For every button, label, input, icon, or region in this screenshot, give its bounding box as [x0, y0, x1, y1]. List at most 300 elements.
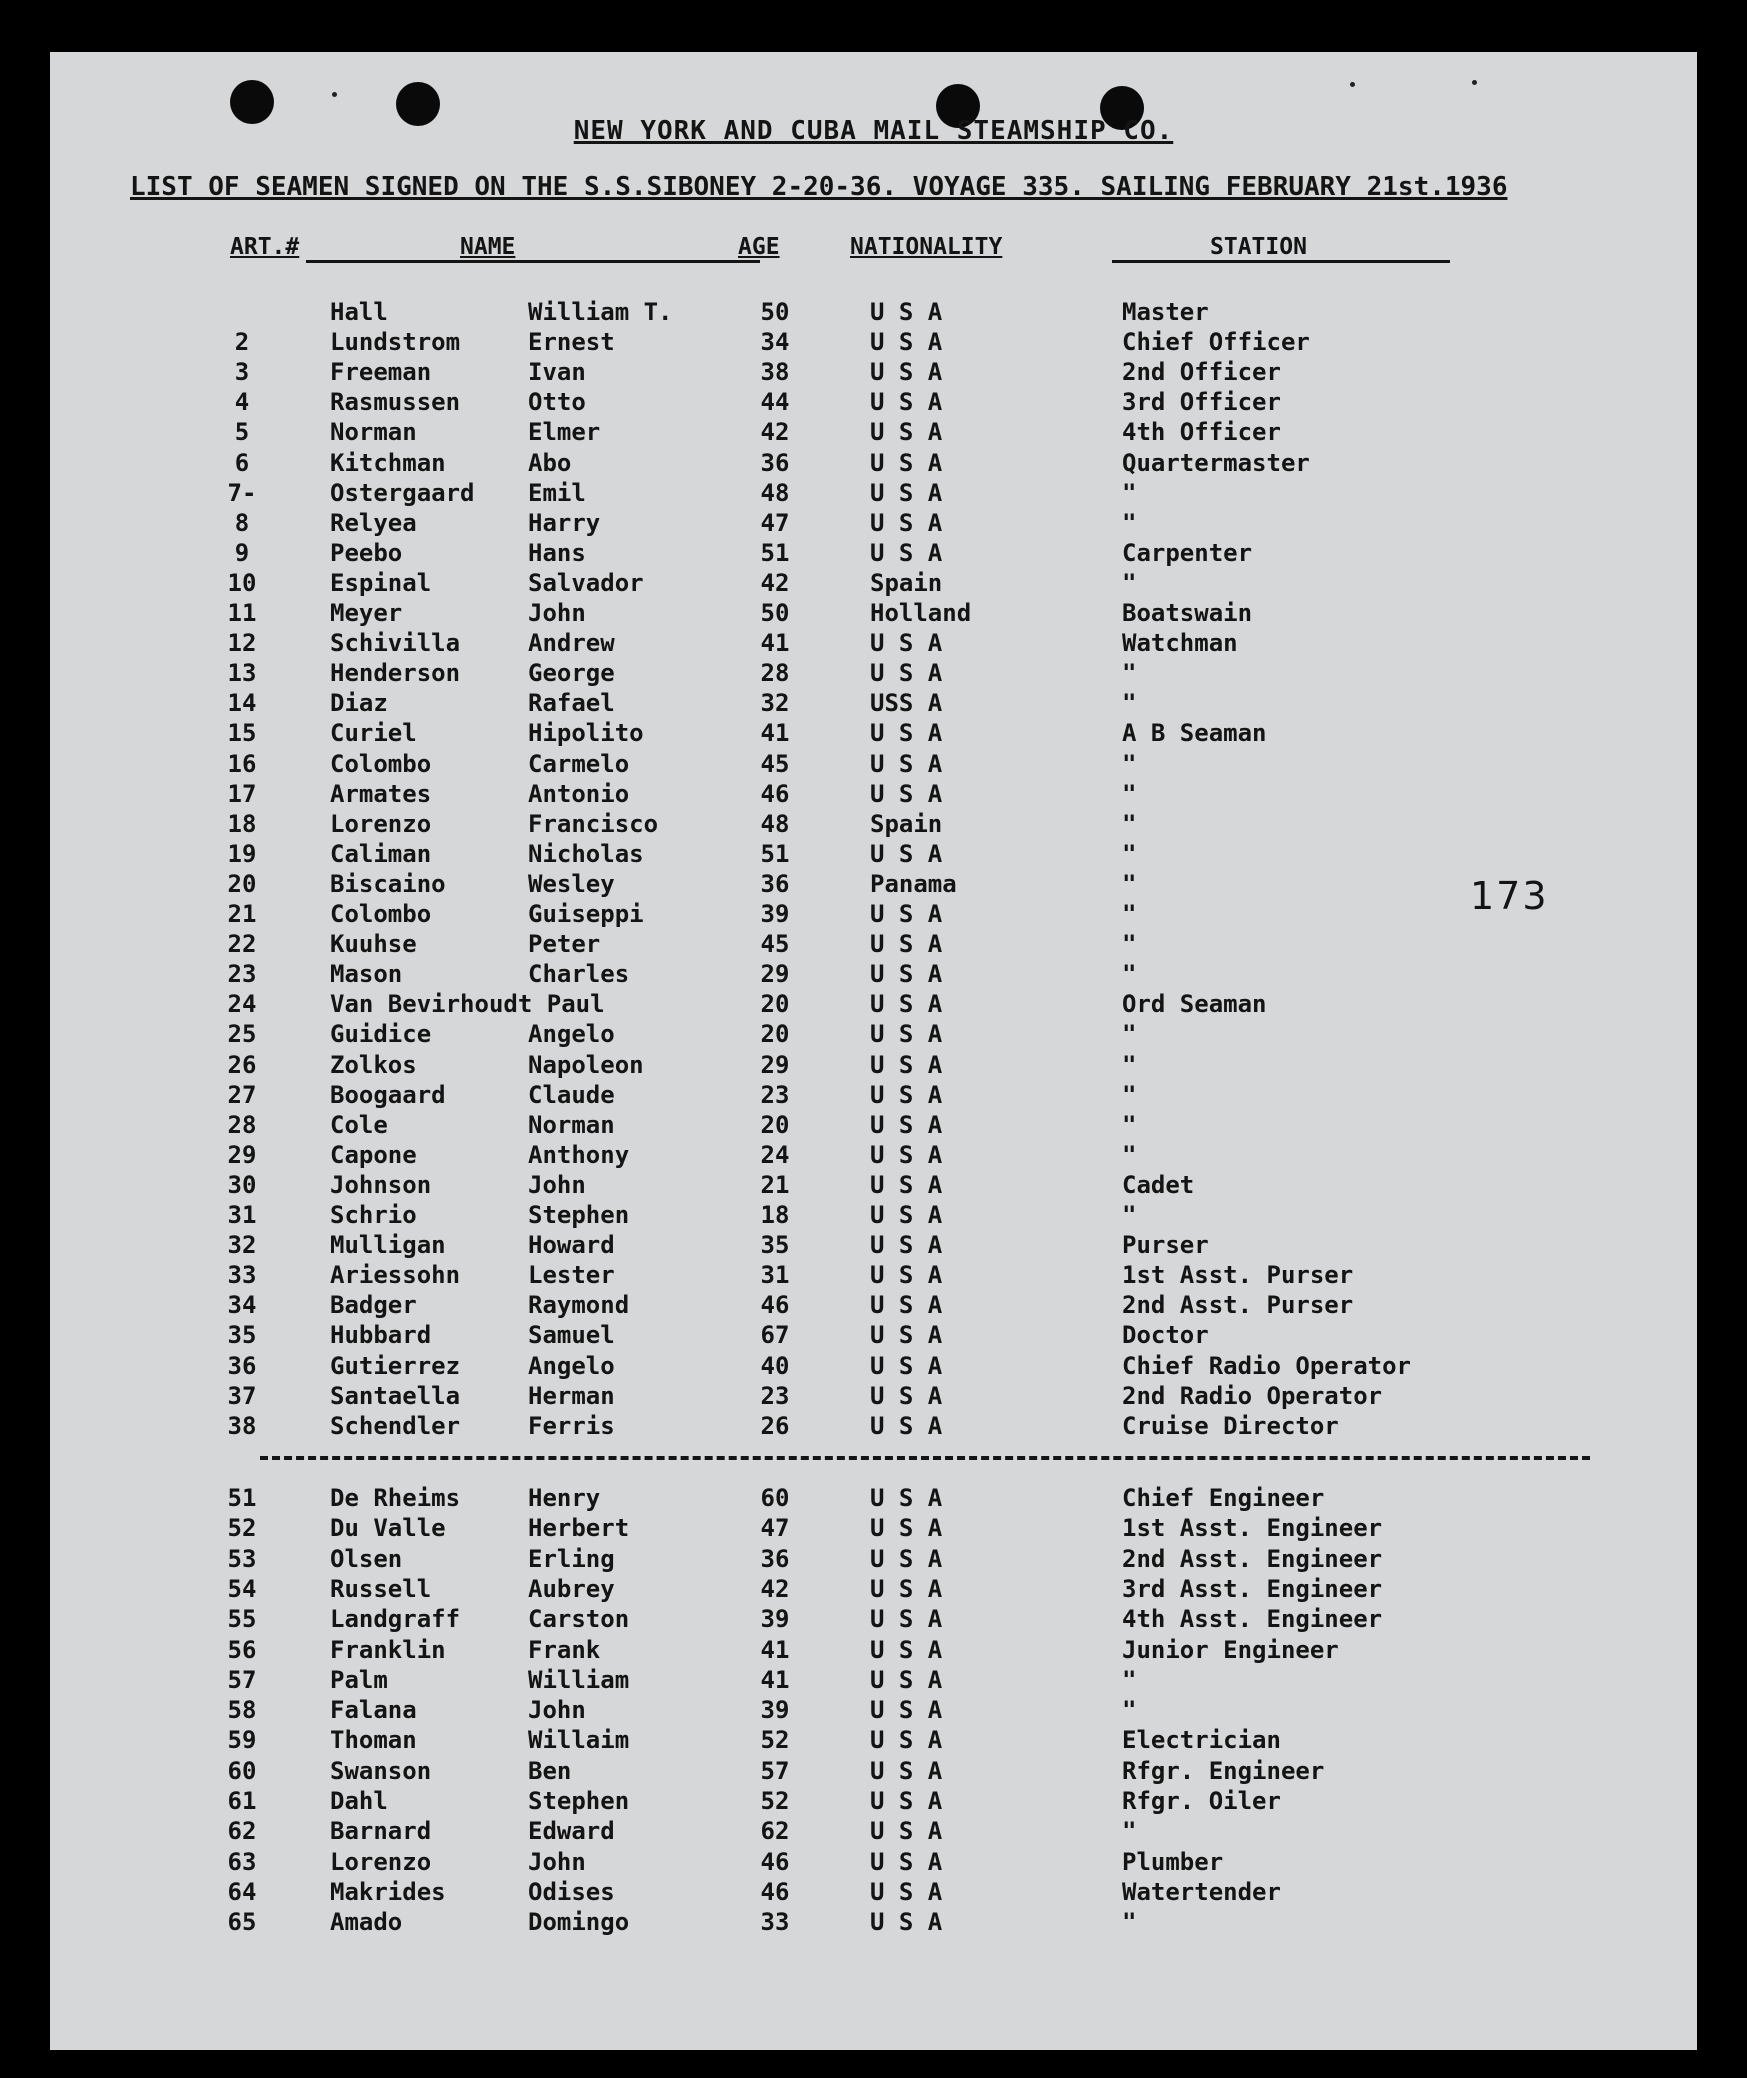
- table-row: [50, 328, 1697, 358]
- age-cell: 28: [760, 659, 790, 688]
- table-row: [50, 900, 1697, 930]
- given-name-cell: Otto: [528, 388, 586, 417]
- age-cell: 35: [760, 1231, 790, 1260]
- table-row: [50, 1696, 1697, 1726]
- station-cell: ": [1122, 1201, 1137, 1229]
- given-name-cell: Henry: [528, 1484, 601, 1512]
- station-cell: ": [1122, 1020, 1137, 1049]
- surname-cell: Capone: [330, 1140, 417, 1169]
- nationality-cell: U S A: [870, 1321, 943, 1350]
- station-cell: 3rd Asst. Engineer: [1122, 1574, 1383, 1603]
- given-name-cell: Angelo: [528, 1351, 615, 1380]
- table-row: [50, 960, 1697, 990]
- age-cell: 57: [760, 1756, 790, 1785]
- table-row: [50, 1111, 1697, 1141]
- table-row: [50, 810, 1697, 840]
- article-number: 2: [234, 328, 250, 357]
- nationality-cell: U S A: [870, 1756, 943, 1785]
- age-cell: 42: [760, 1574, 790, 1603]
- page-number-stamp: 173: [1470, 874, 1549, 918]
- surname-cell: Curiel: [330, 719, 417, 748]
- age-cell: 52: [760, 1787, 790, 1815]
- header-rule: [1112, 260, 1450, 263]
- age-cell: 40: [760, 1351, 790, 1380]
- nationality-cell: U S A: [870, 659, 943, 688]
- station-cell: Watertender: [1122, 1877, 1281, 1906]
- article-number: 13: [227, 659, 257, 688]
- age-cell: 38: [760, 358, 790, 387]
- station-cell: ": [1122, 839, 1137, 868]
- surname-cell: Peebo: [330, 538, 403, 567]
- given-name-cell: Angelo: [528, 1020, 615, 1049]
- station-cell: ": [1122, 689, 1137, 718]
- station-cell: 2nd Officer: [1122, 358, 1281, 387]
- table-row: [50, 1908, 1697, 1938]
- nationality-cell: Spain: [870, 809, 943, 838]
- nationality-cell: U S A: [870, 1351, 943, 1380]
- age-cell: 20: [760, 1020, 790, 1049]
- nationality-cell: U S A: [870, 448, 943, 477]
- given-name-cell: Willaim: [528, 1726, 630, 1755]
- nationality-cell: U S A: [870, 478, 943, 507]
- table-row: [50, 298, 1697, 328]
- given-name-cell: Claude: [528, 1080, 615, 1109]
- header-rule: [306, 260, 760, 263]
- speck: [1472, 80, 1477, 85]
- article-number: 18: [227, 809, 257, 838]
- article-number: 63: [227, 1847, 257, 1876]
- nationality-cell: U S A: [870, 1261, 943, 1290]
- given-name-cell: Hans: [528, 538, 586, 567]
- nationality-cell: U S A: [870, 1411, 943, 1440]
- article-number: 60: [227, 1756, 257, 1785]
- article-number: 20: [227, 869, 257, 898]
- table-row: [50, 1878, 1697, 1908]
- header-station: STATION: [1210, 234, 1307, 260]
- article-number: 22: [227, 930, 257, 959]
- age-cell: 36: [760, 1544, 790, 1573]
- station-cell: ": [1122, 1080, 1137, 1109]
- given-name-cell: John: [528, 1170, 586, 1199]
- station-cell: ": [1122, 930, 1137, 959]
- surname-cell: Hubbard: [330, 1321, 432, 1350]
- nationality-cell: U S A: [870, 328, 943, 357]
- article-number: 32: [227, 1231, 257, 1260]
- surname-cell: Santaella: [330, 1381, 461, 1410]
- nationality-cell: U S A: [870, 538, 943, 567]
- surname-cell: Diaz: [330, 689, 388, 718]
- article-number: 64: [227, 1877, 257, 1906]
- nationality-cell: Holland: [870, 599, 972, 627]
- given-name-cell: Ben: [528, 1756, 572, 1785]
- nationality-cell: U S A: [870, 1605, 943, 1634]
- given-name-cell: George: [528, 659, 615, 688]
- age-cell: 48: [760, 809, 790, 838]
- nationality-cell: Panama: [870, 869, 957, 898]
- age-cell: 46: [760, 1877, 790, 1906]
- surname-cell: Meyer: [330, 599, 403, 627]
- station-cell: Cadet: [1122, 1170, 1195, 1199]
- article-number: 16: [227, 749, 257, 778]
- article-number: 27: [227, 1080, 257, 1109]
- speck: [1350, 82, 1355, 87]
- nationality-cell: U S A: [870, 1908, 943, 1937]
- article-number: 62: [227, 1817, 257, 1846]
- table-row: [50, 1848, 1697, 1878]
- station-cell: Rfgr. Oiler: [1122, 1787, 1281, 1815]
- surname-cell: Gutierrez: [330, 1351, 461, 1380]
- age-cell: 44: [760, 388, 790, 417]
- surname-cell: Schrio: [330, 1201, 417, 1229]
- table-row: [50, 418, 1697, 448]
- age-cell: 24: [760, 1140, 790, 1169]
- surname-cell: Biscaino: [330, 869, 446, 898]
- article-number: 19: [227, 839, 257, 868]
- table-row: [50, 689, 1697, 719]
- table-row: [50, 388, 1697, 418]
- article-number: 24: [227, 990, 257, 1019]
- nationality-cell: U S A: [870, 1231, 943, 1260]
- given-name-cell: Emil: [528, 478, 586, 507]
- station-cell: 2nd Radio Operator: [1122, 1381, 1383, 1410]
- given-name-cell: John: [528, 1696, 586, 1725]
- age-cell: 67: [760, 1321, 790, 1350]
- age-cell: 39: [760, 1605, 790, 1634]
- given-name-cell: John: [528, 599, 586, 627]
- nationality-cell: U S A: [870, 1787, 943, 1815]
- station-cell: Carpenter: [1122, 538, 1253, 567]
- surname-cell: Schendler: [330, 1411, 461, 1440]
- nationality-cell: U S A: [870, 1080, 943, 1109]
- given-name-cell: Nicholas: [528, 839, 644, 868]
- header-name: NAME: [460, 234, 516, 260]
- age-cell: 45: [760, 930, 790, 959]
- article-number: 55: [227, 1605, 257, 1634]
- given-name-cell: Frank: [528, 1635, 601, 1664]
- age-cell: 62: [760, 1817, 790, 1846]
- table-row: [50, 1051, 1697, 1081]
- surname-cell: De Rheims: [330, 1484, 461, 1512]
- station-cell: Ord Seaman: [1122, 990, 1267, 1019]
- age-cell: 29: [760, 960, 790, 989]
- station-cell: ": [1122, 568, 1137, 597]
- age-cell: 42: [760, 418, 790, 447]
- surname-cell: Espinal: [330, 568, 432, 597]
- station-cell: 4th Asst. Engineer: [1122, 1605, 1383, 1634]
- table-row: [50, 1514, 1697, 1544]
- station-cell: Plumber: [1122, 1847, 1224, 1876]
- article-number: 26: [227, 1050, 257, 1079]
- nationality-cell: U S A: [870, 1020, 943, 1049]
- station-cell: ": [1122, 1908, 1137, 1937]
- age-cell: 23: [760, 1080, 790, 1109]
- surname-cell: Schivilla: [330, 629, 461, 658]
- age-cell: 21: [760, 1170, 790, 1199]
- table-row: [50, 569, 1697, 599]
- age-cell: 29: [760, 1050, 790, 1079]
- table-row: [50, 1261, 1697, 1291]
- station-cell: ": [1122, 1140, 1137, 1169]
- nationality-cell: U S A: [870, 388, 943, 417]
- surname-cell: Makrides: [330, 1877, 446, 1906]
- surname-cell: Falana: [330, 1696, 417, 1725]
- given-name-cell: Antonio: [528, 779, 630, 808]
- given-name-cell: Charles: [528, 960, 630, 989]
- surname-cell: Relyea: [330, 508, 417, 537]
- nationality-cell: U S A: [870, 1817, 943, 1846]
- surname-cell: Zolkos: [330, 1050, 417, 1079]
- nationality-cell: U S A: [870, 1170, 943, 1199]
- surname-cell: Mulligan: [330, 1231, 446, 1260]
- station-cell: Electrician: [1122, 1726, 1281, 1755]
- table-row: [50, 780, 1697, 810]
- article-number: 35: [227, 1321, 257, 1350]
- given-name-cell: Herman: [528, 1381, 615, 1410]
- article-number: 23: [227, 960, 257, 989]
- article-number: 3: [234, 358, 250, 387]
- surname-cell: Guidice: [330, 1020, 432, 1049]
- nationality-cell: U S A: [870, 358, 943, 387]
- station-cell: Doctor: [1122, 1321, 1209, 1350]
- given-name-cell: William: [528, 1665, 630, 1694]
- age-cell: 51: [760, 839, 790, 868]
- surname-cell: Olsen: [330, 1544, 403, 1573]
- surname-cell: Ariessohn: [330, 1261, 461, 1290]
- age-cell: 41: [760, 629, 790, 658]
- station-cell: ": [1122, 1110, 1137, 1139]
- nationality-cell: U S A: [870, 900, 943, 928]
- surname-cell: Henderson: [330, 659, 461, 688]
- given-name-cell: Aubrey: [528, 1574, 615, 1603]
- nationality-cell: U S A: [870, 779, 943, 808]
- surname-cell: Badger: [330, 1291, 417, 1320]
- station-cell: 1st Asst. Engineer: [1122, 1514, 1383, 1543]
- given-name-cell: Samuel: [528, 1321, 615, 1350]
- article-number: 29: [227, 1140, 257, 1169]
- given-name-cell: Odises: [528, 1877, 615, 1906]
- article-number: 58: [227, 1696, 257, 1725]
- age-cell: 39: [760, 900, 790, 928]
- age-cell: 47: [760, 508, 790, 537]
- nationality-cell: U S A: [870, 1696, 943, 1725]
- surname-cell: Landgraff: [330, 1605, 461, 1634]
- table-row: [50, 930, 1697, 960]
- given-name-cell: Stephen: [528, 1787, 630, 1815]
- station-cell: Purser: [1122, 1231, 1209, 1260]
- table-row: [50, 539, 1697, 569]
- nationality-cell: U S A: [870, 1110, 943, 1139]
- article-number: 8: [234, 508, 250, 537]
- surname-cell: Cole: [330, 1110, 388, 1139]
- nationality-cell: U S A: [870, 1635, 943, 1664]
- table-row: [50, 629, 1697, 659]
- table-row: [50, 1817, 1697, 1847]
- surname-cell: Kuuhse: [330, 930, 417, 959]
- article-number: 31: [227, 1201, 257, 1229]
- table-row: [50, 1382, 1697, 1412]
- given-name-cell: Carston: [528, 1605, 630, 1634]
- station-cell: ": [1122, 869, 1137, 898]
- nationality-cell: U S A: [870, 960, 943, 989]
- surname-cell: Dahl: [330, 1787, 388, 1815]
- header-age: AGE: [738, 234, 780, 260]
- surname-cell: Palm: [330, 1665, 388, 1694]
- article-number: 10: [227, 568, 257, 597]
- given-name-cell: Erling: [528, 1544, 615, 1573]
- surname-cell: Lorenzo: [330, 809, 432, 838]
- table-row: [50, 1787, 1697, 1817]
- surname-cell: Ostergaard: [330, 478, 475, 507]
- station-cell: Chief Radio Operator: [1122, 1351, 1411, 1380]
- table-row: [50, 479, 1697, 509]
- age-cell: 41: [760, 719, 790, 748]
- table-row: [50, 1757, 1697, 1787]
- article-number: 56: [227, 1635, 257, 1664]
- given-name-cell: Anthony: [528, 1140, 630, 1169]
- table-row: [50, 1020, 1697, 1050]
- age-cell: 50: [760, 298, 790, 326]
- age-cell: 36: [760, 448, 790, 477]
- surname-cell: Norman: [330, 418, 417, 447]
- age-cell: 46: [760, 1291, 790, 1320]
- surname-cell: Caliman: [330, 839, 432, 868]
- nationality-cell: U S A: [870, 1201, 943, 1229]
- age-cell: 51: [760, 538, 790, 567]
- age-cell: 26: [760, 1411, 790, 1440]
- station-cell: 1st Asst. Purser: [1122, 1261, 1354, 1290]
- given-name-cell: Guiseppi: [528, 900, 644, 928]
- given-name-cell: William T.: [528, 298, 673, 326]
- nationality-cell: U S A: [870, 629, 943, 658]
- age-cell: 50: [760, 599, 790, 627]
- nationality-cell: U S A: [870, 1381, 943, 1410]
- given-name-cell: Peter: [528, 930, 601, 959]
- surname-cell: Amado: [330, 1908, 403, 1937]
- nationality-cell: U S A: [870, 1847, 943, 1876]
- given-name-cell: John: [528, 1847, 586, 1876]
- article-number: 37: [227, 1381, 257, 1410]
- article-number: 53: [227, 1544, 257, 1573]
- age-cell: 36: [760, 869, 790, 898]
- given-name-cell: Francisco: [528, 809, 659, 838]
- nationality-cell: U S A: [870, 1050, 943, 1079]
- given-name-cell: Stephen: [528, 1201, 630, 1229]
- article-number: 65: [227, 1908, 257, 1937]
- given-name-cell: Hipolito: [528, 719, 644, 748]
- table-row: [50, 870, 1697, 900]
- nationality-cell: U S A: [870, 749, 943, 778]
- station-cell: 4th Officer: [1122, 418, 1281, 447]
- article-number: 36: [227, 1351, 257, 1380]
- nationality-cell: U S A: [870, 990, 943, 1019]
- given-name-cell: Ivan: [528, 358, 586, 387]
- given-name-cell: Wesley: [528, 869, 615, 898]
- age-cell: 39: [760, 1696, 790, 1725]
- station-cell: 3rd Officer: [1122, 388, 1281, 417]
- age-cell: 33: [760, 1908, 790, 1937]
- surname-cell: Rasmussen: [330, 388, 461, 417]
- surname-cell: Boogaard: [330, 1080, 446, 1109]
- given-name-cell: Ernest: [528, 328, 615, 357]
- document-page: [50, 52, 1697, 2050]
- nationality-cell: U S A: [870, 1665, 943, 1694]
- section-divider: [260, 1456, 1590, 1460]
- article-number: 17: [227, 779, 257, 808]
- station-cell: Boatswain: [1122, 599, 1253, 627]
- given-name-cell: Howard: [528, 1231, 615, 1260]
- table-row: [50, 1291, 1697, 1321]
- nationality-cell: Spain: [870, 568, 943, 597]
- article-number: 12: [227, 629, 257, 658]
- surname-cell: Mason: [330, 960, 403, 989]
- header-nationality: NATIONALITY: [850, 234, 1003, 260]
- article-number: 51: [227, 1484, 257, 1512]
- table-row: [50, 1484, 1697, 1514]
- surname-cell: Armates: [330, 779, 432, 808]
- given-name-cell: Salvador: [528, 568, 644, 597]
- table-row: [50, 1636, 1697, 1666]
- surname-cell: Du Valle: [330, 1514, 446, 1543]
- age-cell: 20: [760, 1110, 790, 1139]
- surname-cell: Kitchman: [330, 448, 446, 477]
- surname-cell: Lundstrom: [330, 328, 461, 357]
- article-number: 21: [227, 900, 257, 928]
- header-art: ART.#: [230, 234, 300, 260]
- nationality-cell: U S A: [870, 1514, 943, 1543]
- station-cell: ": [1122, 960, 1137, 989]
- given-name-cell: Herbert: [528, 1514, 630, 1543]
- surname-cell: Russell: [330, 1574, 432, 1603]
- station-cell: Quartermaster: [1122, 448, 1310, 477]
- table-row: [50, 719, 1697, 749]
- age-cell: 20: [760, 990, 790, 1019]
- nationality-cell: U S A: [870, 719, 943, 748]
- station-cell: Watchman: [1122, 629, 1238, 658]
- station-cell: A B Seaman: [1122, 719, 1267, 748]
- article-number: 28: [227, 1110, 257, 1139]
- age-cell: 31: [760, 1261, 790, 1290]
- document-subtitle: LIST OF SEAMEN SIGNED ON THE S.S.SIBONEY 2-20-36. VOYAGE 335. SAILING FEBRUARY 21st.1936: [130, 172, 1508, 202]
- age-cell: 60: [760, 1484, 790, 1512]
- article-number: 34: [227, 1291, 257, 1320]
- article-number: 61: [227, 1787, 257, 1815]
- nationality-cell: U S A: [870, 508, 943, 537]
- age-cell: 41: [760, 1635, 790, 1664]
- nationality-cell: U S A: [870, 1484, 943, 1512]
- station-cell: ": [1122, 478, 1137, 507]
- station-cell: Chief Officer: [1122, 328, 1310, 357]
- given-name-cell: Domingo: [528, 1908, 630, 1937]
- table-row: [50, 1605, 1697, 1635]
- age-cell: 34: [760, 328, 790, 357]
- table-row: [50, 1201, 1697, 1231]
- given-name-cell: Edward: [528, 1817, 615, 1846]
- table-row: [50, 1081, 1697, 1111]
- age-cell: 23: [760, 1381, 790, 1410]
- station-cell: ": [1122, 1696, 1137, 1725]
- given-name-cell: Elmer: [528, 418, 601, 447]
- table-row: [50, 358, 1697, 388]
- table-row: [50, 1412, 1697, 1442]
- station-cell: Cruise Director: [1122, 1411, 1339, 1440]
- article-number: 4: [234, 388, 250, 417]
- table-row: [50, 1321, 1697, 1351]
- table-row: [50, 1545, 1697, 1575]
- article-number: 15: [227, 719, 257, 748]
- table-row: [50, 1171, 1697, 1201]
- station-cell: 2nd Asst. Engineer: [1122, 1544, 1383, 1573]
- article-number: 59: [227, 1726, 257, 1755]
